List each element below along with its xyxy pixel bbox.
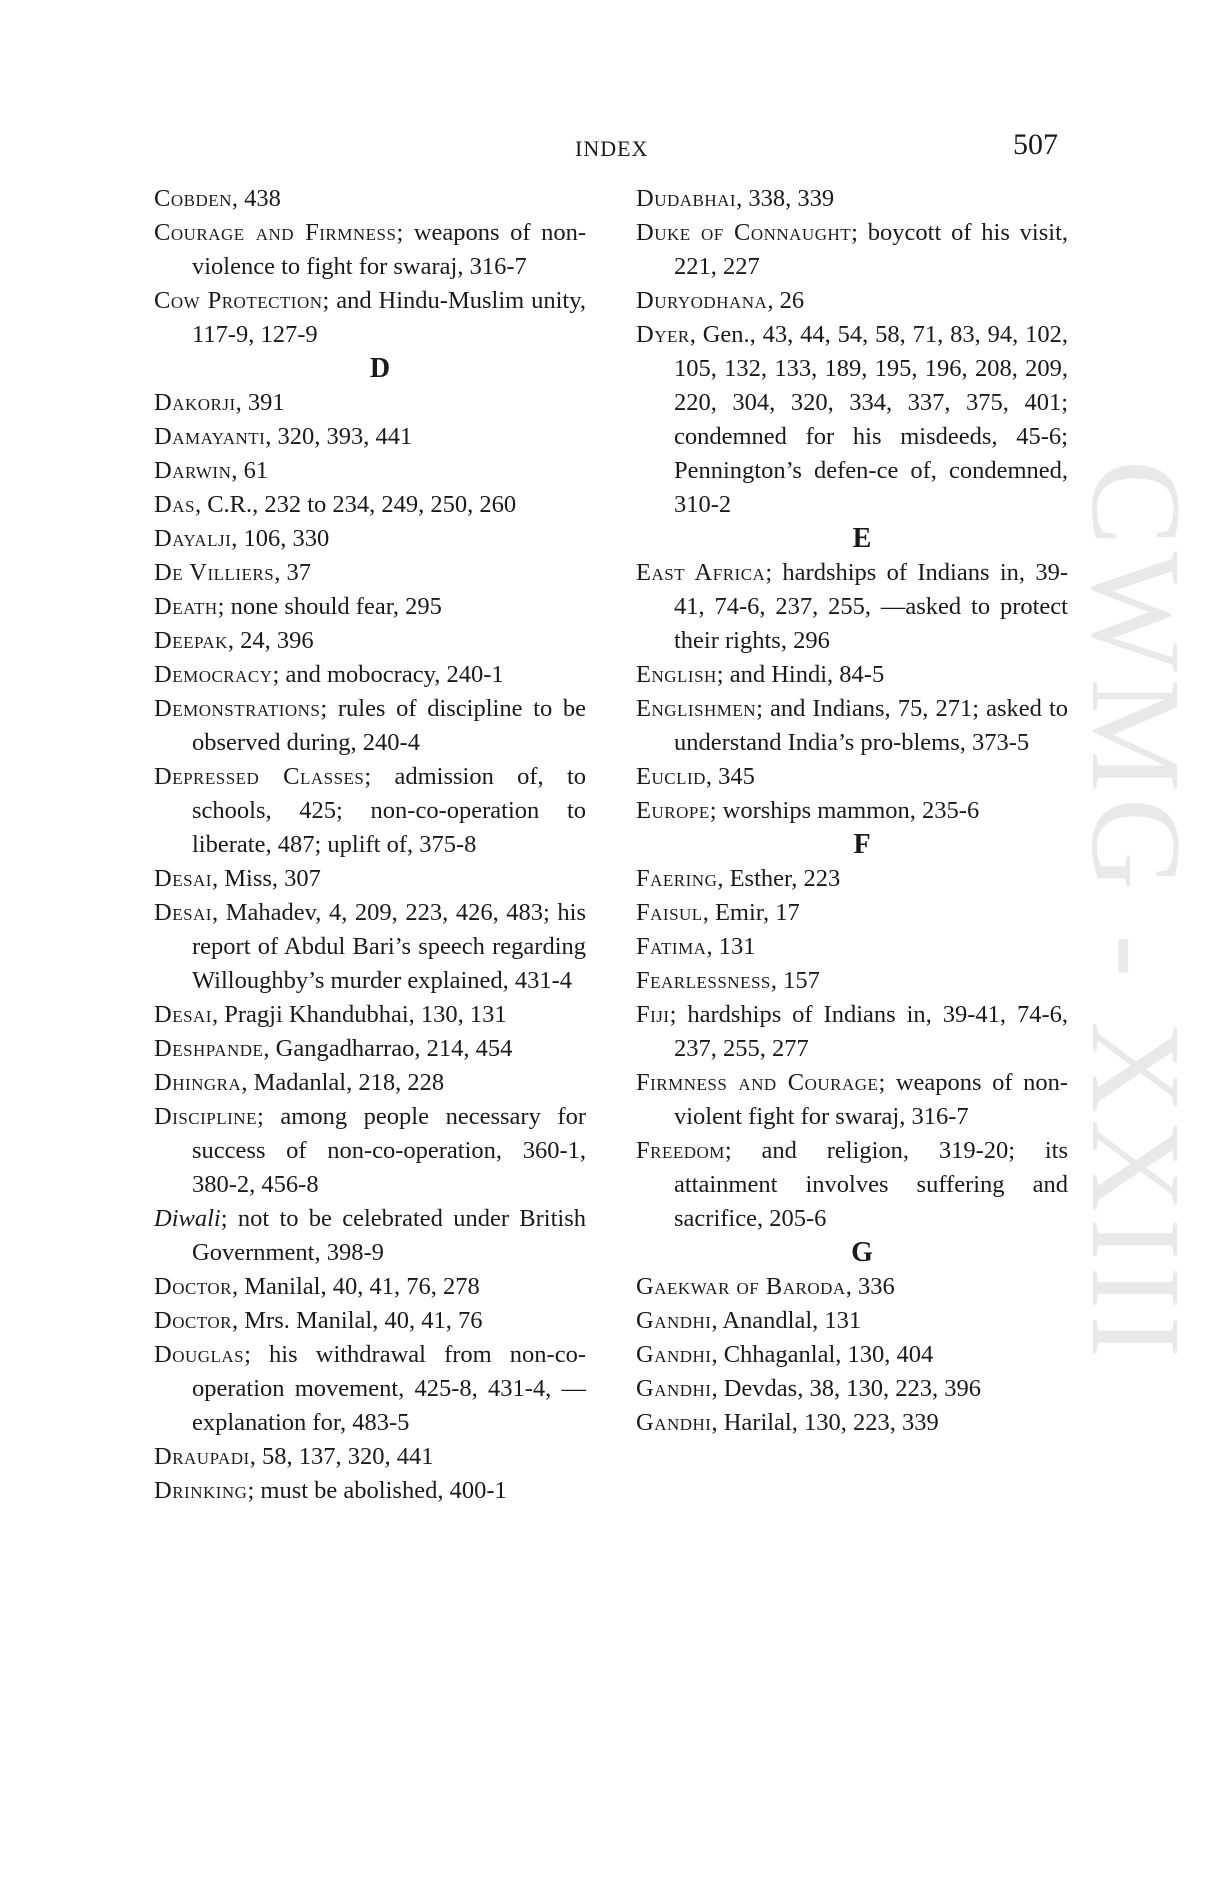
entry-references: , 131	[706, 933, 756, 960]
entry-references: , Mahadev, 4, 209, 223, 426, 483; his report of Abdul Bari’s speech regarding Willoughby’s murder explained, 431-4	[192, 899, 586, 994]
index-entry-discipline	[154, 1100, 586, 1202]
entry-heading: Death	[154, 593, 218, 620]
index-entry-douglas	[154, 1338, 586, 1440]
entry-heading: Das	[154, 491, 195, 518]
section-letter-d: D	[369, 353, 391, 384]
entry-heading: Democracy	[154, 661, 273, 688]
entry-heading: Duke of Connaught	[636, 219, 852, 246]
entry-references: ; admission of, to schools, 425; non-co-operation to liberate, 487; uplift of, 375-8	[192, 763, 587, 858]
entry-heading: Gaekwar of Baroda	[636, 1273, 846, 1300]
index-entry-diwali	[154, 1202, 586, 1270]
entry-heading: East Africa	[636, 559, 766, 586]
index-entry-draupadi	[154, 1440, 586, 1474]
index-column-right	[636, 182, 1068, 1440]
entry-references: ; and mobocracy, 240-1	[272, 661, 504, 688]
entry-heading: Dakorji	[154, 389, 236, 416]
index-entry-east-africa	[636, 556, 1068, 658]
index-entry-de-villiers	[154, 556, 586, 590]
entry-references: , 338, 339	[736, 185, 835, 212]
index-entry-drinking	[154, 1474, 586, 1508]
index-entry-faering	[636, 862, 1068, 896]
entry-references: ; rules of discipline to be observed during, 240-4	[192, 695, 586, 756]
entry-heading: Freedom	[636, 1137, 725, 1164]
entry-heading: Damayanti	[154, 423, 266, 450]
page-number: 507	[1013, 128, 1058, 161]
index-entry-doctor	[154, 1270, 586, 1304]
entry-references: ; and religion, 319-20; its attainment involves suffering and sacrifice, 205-6	[674, 1137, 1068, 1232]
entry-references: , Anandlal, 131	[711, 1307, 862, 1334]
entry-references: , Emir, 17	[702, 899, 800, 926]
entry-references: ; boycott of his visit, 221, 227	[674, 219, 1069, 280]
index-entry-freedom	[636, 1134, 1068, 1236]
section-letter-f: F	[853, 829, 871, 860]
entry-heading: Draupadi	[154, 1443, 250, 1470]
entry-references: , Pragji Khandubhai, 130, 131	[211, 1001, 507, 1028]
index-entry-gandhi	[636, 1406, 1068, 1440]
entry-references: , 58, 137, 320, 441	[249, 1443, 434, 1470]
entry-references: , C.R., 232 to 234, 249, 250, 260	[194, 491, 517, 518]
entry-references: ; and Hindi, 84-5	[716, 661, 885, 688]
section-letter-e: E	[852, 523, 872, 554]
entry-references: ; weapons of non-violent fight for swaraj, 316-7	[674, 1069, 1068, 1130]
index-entry-fiji	[636, 998, 1068, 1066]
entry-heading: Dhingra	[154, 1069, 242, 1096]
index-entry-cow-protection	[154, 284, 586, 352]
entry-references: ; and Indians, 75, 271; asked to understand India’s pro-blems, 373-5	[674, 695, 1068, 756]
entry-heading: Desai	[154, 865, 212, 892]
index-entry-faisul	[636, 896, 1068, 930]
entry-references: ; among people necessary for success of non-co-operation, 360-1, 380-2, 456-8	[192, 1103, 586, 1198]
entry-heading: Desai	[154, 1001, 212, 1028]
index-column-left	[154, 182, 586, 1508]
entry-references: ; his withdrawal from non-co-operation movement, 425-8, 431-4, —explanation for, 483-5	[192, 1341, 586, 1436]
entry-heading: De Villiers	[154, 559, 275, 586]
index-entry-fearlessness	[636, 964, 1068, 998]
index-entry-gaekwar-of-baroda	[636, 1270, 1068, 1304]
index-entry-darwin	[154, 454, 586, 488]
entry-references: , 106, 330	[231, 525, 330, 552]
entry-references: ; hardships of Indians in, 39-41, 74-6, 237, 255, —asked to protect their rights, 296	[674, 559, 1068, 654]
entry-references: , 336	[845, 1273, 895, 1300]
index-entry-cobden	[154, 182, 586, 216]
entry-heading: Duryodhana	[636, 287, 768, 314]
index-entry-desai	[154, 998, 586, 1032]
index-entry-duryodhana	[636, 284, 1068, 318]
entry-references: , 37	[274, 559, 311, 586]
entry-references: , 345	[705, 763, 755, 790]
index-entry-english	[636, 658, 1068, 692]
entry-references: ; must be abolished, 400-1	[247, 1477, 507, 1504]
index-entry-courage-and-firmness	[154, 216, 586, 284]
entry-references: , Mrs. Manilal, 40, 41, 76	[232, 1307, 483, 1334]
entry-heading: Courage and Firmness	[154, 219, 397, 246]
index-entry-death	[154, 590, 586, 624]
index-entry-gandhi	[636, 1304, 1068, 1338]
entry-references: , 320, 393, 441	[265, 423, 413, 450]
index-entry-demonstrations	[154, 692, 586, 760]
entry-references: ; hardships of Indians in, 39-41, 74-6, 237, 255, 277	[669, 1001, 1068, 1062]
entry-heading: Dyer	[636, 321, 690, 348]
entry-heading: Deshpande	[154, 1035, 264, 1062]
entry-references: ; weapons of non-violence to fight for swaraj, 316-7	[192, 219, 586, 280]
entry-references: , Devdas, 38, 130, 223, 396	[711, 1375, 981, 1402]
index-entry-dhingra	[154, 1066, 586, 1100]
index-entry-englishmen	[636, 692, 1068, 760]
entry-references: , Madanlal, 218, 228	[241, 1069, 445, 1096]
index-entry-desai	[154, 896, 586, 998]
index-entry-democracy	[154, 658, 586, 692]
entry-heading: Doctor	[154, 1307, 233, 1334]
entry-heading: Darwin	[154, 457, 232, 484]
entry-heading: Gandhi	[636, 1307, 712, 1334]
entry-references: , 26	[767, 287, 805, 314]
index-entry-europe	[636, 794, 1068, 828]
entry-references: , Gen., 43, 44, 54, 58, 71, 83, 94, 102, 105, 132, 133, 189, 195, 196, 208, 209, 220, 304, 320, 334, 337, 375, 401; condemned for his misdeeds, 45-6; Pennington’s defen-ce of, condemned, 310-2	[674, 321, 1068, 518]
index-entry-depressed-classes	[154, 760, 586, 862]
entry-references: , Miss, 307	[211, 865, 321, 892]
entry-heading: Fiji	[636, 1001, 670, 1028]
watermark-text: CWMG - XXIII	[1065, 460, 1207, 1364]
entry-references: ; and Hindu-Muslim unity, 117-9, 127-9	[192, 287, 586, 348]
index-entry-firmness-and-courage	[636, 1066, 1068, 1134]
entry-references: , Gangadharrao, 214, 454	[263, 1035, 513, 1062]
entry-heading: English	[636, 661, 717, 688]
entry-heading: Desai	[154, 899, 212, 926]
entry-heading: Fatima	[636, 933, 707, 960]
index-entry-gandhi	[636, 1338, 1068, 1372]
entry-references: , Harilal, 130, 223, 339	[711, 1409, 939, 1436]
entry-heading: Faisul	[636, 899, 703, 926]
entry-heading: Faering	[636, 865, 718, 892]
entry-references: , 157	[770, 967, 820, 994]
entry-heading: Drinking	[154, 1477, 248, 1504]
entry-references: , Chhaganlal, 130, 404	[711, 1341, 934, 1368]
entry-references: , 438	[231, 185, 281, 212]
entry-heading: Gandhi	[636, 1409, 712, 1436]
index-entry-fatima	[636, 930, 1068, 964]
entry-heading: Cobden	[154, 185, 232, 212]
entry-heading: Depressed Classes	[154, 763, 365, 790]
index-entry-dyer	[636, 318, 1068, 522]
entry-heading: Deepak	[154, 627, 228, 654]
entry-references: ; not to be celebrated under British Government, 398-9	[192, 1205, 586, 1266]
index-entry-duke-of-connaught	[636, 216, 1068, 284]
index-entry-dayalji	[154, 522, 586, 556]
entry-references: , Esther, 223	[717, 865, 841, 892]
entry-heading: Cow Protection	[154, 287, 323, 314]
entry-heading: Dudabhai	[636, 185, 737, 212]
entry-heading: Euclid	[636, 763, 706, 790]
entry-references: , 61	[231, 457, 269, 484]
running-header: INDEX	[575, 136, 649, 161]
index-entry-deepak	[154, 624, 586, 658]
entry-references: ; worships mammon, 235-6	[709, 797, 980, 824]
entry-heading: Europe	[636, 797, 710, 824]
index-entry-desai	[154, 862, 586, 896]
entry-heading: Fearlessness	[636, 967, 771, 994]
index-entry-doctor	[154, 1304, 586, 1338]
entry-heading: Doctor	[154, 1273, 233, 1300]
entry-references: , 24, 396	[227, 627, 314, 654]
index-entry-damayanti	[154, 420, 586, 454]
entry-heading: Diwali	[154, 1205, 221, 1232]
entry-heading: Dayalji	[154, 525, 232, 552]
entry-heading: Discipline	[154, 1103, 257, 1130]
index-entry-dudabhai	[636, 182, 1068, 216]
index-entry-deshpande	[154, 1032, 586, 1066]
entry-heading: Gandhi	[636, 1341, 712, 1368]
section-letter-g: G	[851, 1237, 873, 1268]
entry-references: ; none should fear, 295	[217, 593, 442, 620]
index-entry-dakorji	[154, 386, 586, 420]
entry-heading: Gandhi	[636, 1375, 712, 1402]
entry-heading: Demonstrations	[154, 695, 321, 722]
index-entry-gandhi	[636, 1372, 1068, 1406]
index-entry-euclid	[636, 760, 1068, 794]
index-entry-das	[154, 488, 586, 522]
entry-heading: Douglas	[154, 1341, 245, 1368]
entry-references: , 391	[235, 389, 285, 416]
entry-heading: Englishmen	[636, 695, 757, 722]
entry-heading: Firmness and Courage	[636, 1069, 879, 1096]
entry-references: , Manilal, 40, 41, 76, 278	[232, 1273, 480, 1300]
